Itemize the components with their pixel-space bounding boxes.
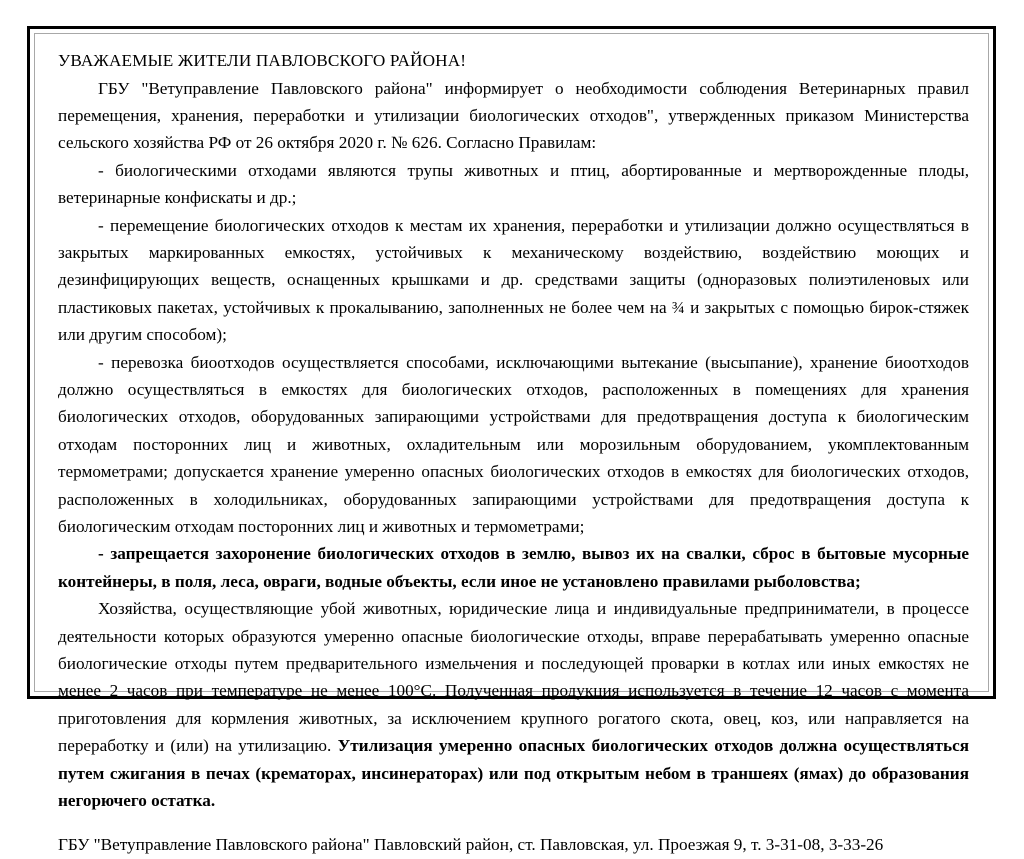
footer-contact-line: ГБУ "Ветуправление Павловского района" Павловский район, ст. Павловская, ул. Проезжая 9, т. 3-31-08, 3-33-26 <box>58 835 884 855</box>
paragraph-bullet-storage: - перевозка биоотходов осуществляется способами, исключающими вытекание (высыпание), хранение биоотходов должно осуществляться в емкостях для биологических отходов, расположенных в помещениях для хранения биологических отходов, оборудованных запирающими устройствами для предотвращения доступа к биологическим отходам посторонних лиц и животных, охладительным или морозильным оборудованием, укомплектованным термометрами; допускается хранение умеренно опасных биологических отходов в емкостях для биологических отходов, расположенных в холодильниках, оборудованных запирающими устройствами для предотвращения доступа к биологическим отходам посторонних лиц и животных и термометрами; <box>58 352 969 536</box>
document-content <box>58 47 969 855</box>
paragraph-bullet-definition: - биологическими отходами являются трупы животных и птиц, абортированные и мертворожденные плоды, ветеринарные конфискаты и др.; <box>58 160 969 208</box>
document-inner-frame <box>34 33 989 855</box>
document-outer-frame <box>27 26 996 855</box>
farms-processing-bold-text: Утилизация умеренно опасных биологических отходов должна осуществляться путем сжигания в печах (крематорах, инсинераторах) или под открытым небом в траншеях (ямах) до образования негорючего остатка. <box>58 736 969 811</box>
farms-processing-plain-text: Хозяйства, осуществляющие убой животных, юридические лица и индивидуальные предприниматели, в процессе деятельности которых образуются умеренно опасные биологические отходы, вправе перерабатывать умеренно опасные биологические отходы путем предварительного измельчения и последующей проварки в котлах или иных емкостях не менее 2 часов при температуре не менее 100°С. Полученная продукция используется в течение 12 часов с момента приготовления для кормления животных, за исключением крупного рогатого скота, овец, коз, или направляется на переработку и (или) на утилизацию. <box>58 599 969 756</box>
paragraph-farms-processing <box>58 595 969 814</box>
paragraph-bullet-prohibition: - запрещается захоронение биологических отходов в землю, вывоз их на свалки, сброс в бытовые мусорные контейнеры, в поля, леса, овраги, водные объекты, если иное не установлено правилами рыболовства; <box>58 544 969 591</box>
page-title: УВАЖАЕМЫЕ ЖИТЕЛИ ПАВЛОВСКОГО РАЙОНА! <box>58 51 467 70</box>
paragraph-intro: ГБУ "Ветуправление Павловского района" информирует о необходимости соблюдения Ветеринарных правил перемещения, хранения, переработки и утилизации биологических отходов", утвержденных приказом Министерства сельского хозяйства РФ от 26 октября 2020 г. № 626. Согласно Правилам: <box>58 78 969 153</box>
paragraph-bullet-transport-containers: - перемещение биологических отходов к местам их хранения, переработки и утилизации должно осуществляться в закрытых маркированных емкостях, устойчивых к механическому воздействию, воздействию моющих и дезинфицирующих веществ, оснащенных крышками и др. средствами защиты (одноразовых полиэтиленовых или пластиковых пакетах, устойчивых к прокалыванию, заполненных не более чем на ¾ и закрытых с помощью бирок-стяжек или другим способом); <box>58 215 969 345</box>
